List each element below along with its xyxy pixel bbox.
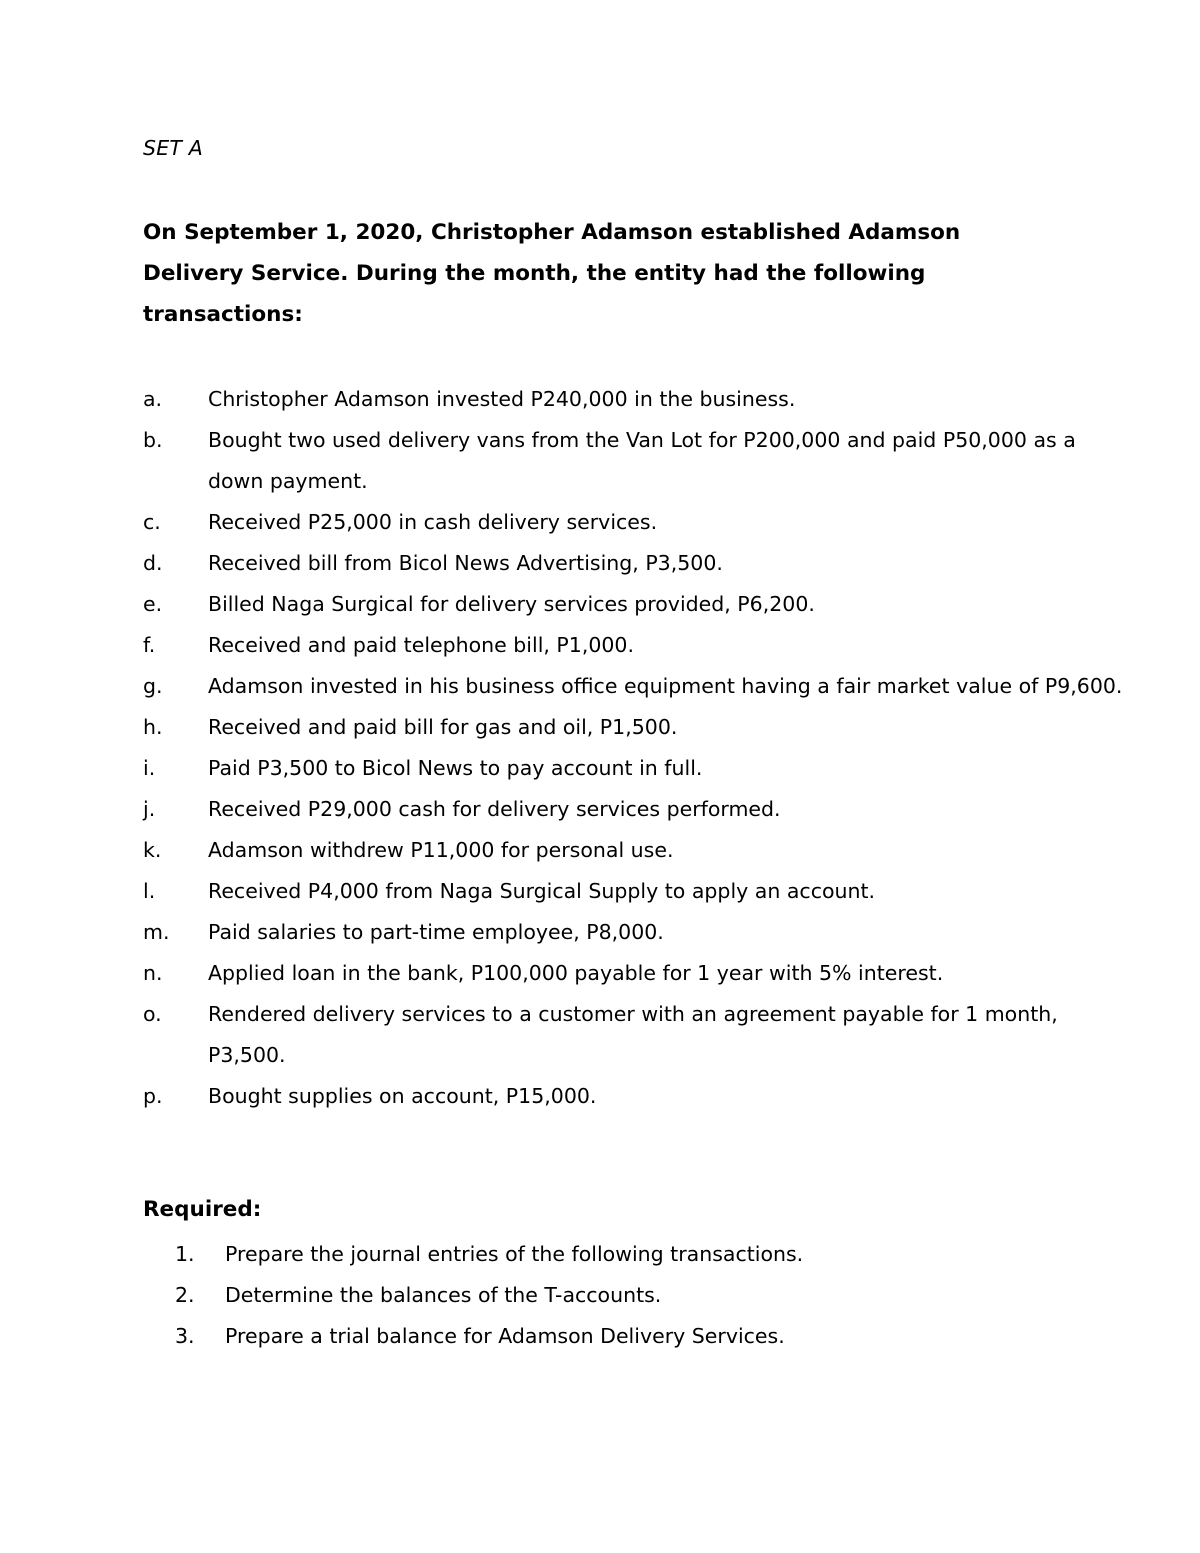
list-item-marker: i. [143, 756, 156, 780]
list-item-text: Received P4,000 from Naga Surgical Supply to apply an account. [208, 879, 876, 903]
list-item [143, 994, 1125, 1076]
list-item-marker: h. [143, 715, 163, 739]
list-item-text: Paid P3,500 to Bicol News to pay account in full. [208, 756, 703, 780]
list-item-text: Prepare a trial balance for Adamson Delivery Services. [225, 1324, 785, 1348]
list-item-text: Paid salaries to part-time employee, P8,000. [208, 920, 664, 944]
list-item-text: Received bill from Bicol News Advertising, P3,500. [208, 551, 723, 575]
list-item [143, 871, 1125, 912]
transaction-list [143, 379, 1123, 1117]
list-item [143, 584, 1125, 625]
list-item-text: Christopher Adamson invested P240,000 in the business. [208, 387, 796, 411]
list-item-marker: 3. [175, 1324, 195, 1348]
list-item [143, 666, 1125, 707]
list-item [143, 953, 1125, 994]
list-item-text: Received and paid telephone bill, P1,000. [208, 633, 634, 657]
list-item-marker: p. [143, 1084, 163, 1108]
list-item-marker: c. [143, 510, 161, 534]
list-item-marker: m. [143, 920, 170, 944]
list-item [175, 1234, 1073, 1275]
list-item-text: Bought supplies on account, P15,000. [208, 1084, 597, 1108]
list-item-marker: d. [143, 551, 163, 575]
required-list [143, 1234, 1073, 1357]
list-item-marker: b. [143, 428, 163, 452]
list-item-text: Adamson invested in his business office equipment having a fair market value of P9,600. [208, 674, 1123, 698]
list-item-text: Billed Naga Surgical for delivery services provided, P6,200. [208, 592, 815, 616]
list-item-text: Received and paid bill for gas and oil, P1,500. [208, 715, 678, 739]
list-item-text: Received P25,000 in cash delivery services. [208, 510, 658, 534]
list-item-text: Determine the balances of the T-accounts. [225, 1283, 662, 1307]
list-item-text: Rendered delivery services to a customer with an agreement payable for 1 month, P3,500. [208, 1002, 1058, 1067]
list-item [143, 502, 1125, 543]
list-item [143, 543, 1125, 584]
list-item-text: Adamson withdrew P11,000 for personal use. [208, 838, 674, 862]
list-item [143, 1076, 1125, 1117]
list-item-marker: l. [143, 879, 156, 903]
list-item-text: Applied loan in the bank, P100,000 payable for 1 year with 5% interest. [208, 961, 944, 985]
list-item-marker: o. [143, 1002, 162, 1026]
document-content [143, 131, 1123, 1357]
list-item [143, 707, 1125, 748]
set-label: SET A [143, 136, 204, 160]
list-item [143, 830, 1125, 871]
list-item [143, 625, 1125, 666]
list-item-text: Received P29,000 cash for delivery services performed. [208, 797, 781, 821]
list-item [143, 789, 1125, 830]
list-item-marker: n. [143, 961, 163, 985]
list-item [143, 379, 1125, 420]
list-item-marker: k. [143, 838, 162, 862]
list-item-text: Bought two used delivery vans from the Van Lot for P200,000 and paid P50,000 as a down payment. [208, 428, 1076, 493]
list-item-marker: a. [143, 387, 163, 411]
list-item-marker: g. [143, 674, 163, 698]
list-item-marker: f. [143, 633, 156, 657]
list-item [143, 420, 1125, 502]
required-heading: Required: [143, 1197, 262, 1222]
list-item [143, 912, 1125, 953]
list-item-marker: e. [143, 592, 163, 616]
intro-paragraph: On September 1, 2020, Christopher Adamson established Adamson Delivery Service. During the month, the entity had the following transactions: [143, 220, 961, 327]
list-item [175, 1316, 1073, 1357]
list-item [175, 1275, 1073, 1316]
list-item [143, 748, 1125, 789]
list-item-marker: 1. [175, 1242, 195, 1266]
list-item-marker: j. [143, 797, 156, 821]
list-item-text: Prepare the journal entries of the following transactions. [225, 1242, 804, 1266]
list-item-marker: 2. [175, 1283, 195, 1307]
